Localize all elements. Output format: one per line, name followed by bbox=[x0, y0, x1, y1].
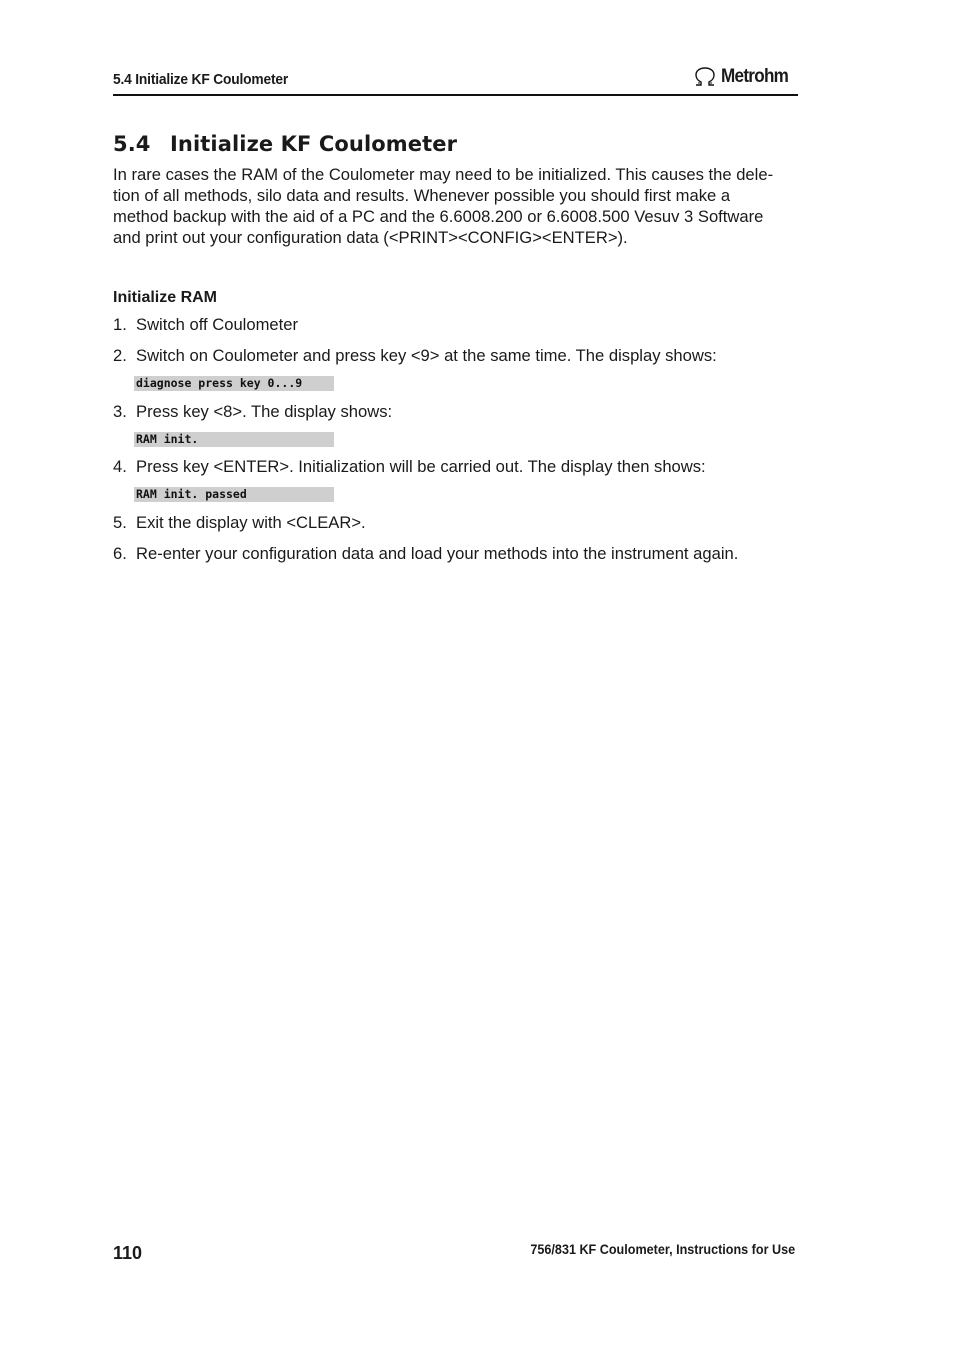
step-number: 4. bbox=[113, 457, 127, 476]
display-readout: RAM init. bbox=[134, 432, 334, 447]
procedure-title: Initialize RAM bbox=[113, 289, 218, 306]
step-3 bbox=[113, 401, 392, 422]
page-header bbox=[113, 66, 798, 96]
intro-line: tion of all methods, silo data and results. Whenever possible you should first make a bbox=[113, 186, 731, 205]
step-4 bbox=[113, 456, 706, 477]
step-text: Switch off Coulometer bbox=[136, 315, 299, 334]
step-number: 6. bbox=[113, 544, 127, 563]
brand-name: Metrohm bbox=[721, 66, 789, 87]
step-number: 2. bbox=[113, 346, 127, 365]
display-readout: RAM init. passed bbox=[134, 487, 334, 502]
step-number: 5. bbox=[113, 513, 127, 532]
section-title-text: Initialize KF Coulometer bbox=[170, 132, 458, 156]
step-5 bbox=[113, 512, 366, 533]
running-header-section: 5.4 Initialize KF Coulometer bbox=[113, 71, 289, 88]
metrohm-omega-logo-icon bbox=[693, 66, 717, 88]
step-6 bbox=[113, 543, 738, 564]
section-number: 5.4 bbox=[113, 132, 151, 156]
intro-line: method backup with the aid of a PC and the 6.6008.200 or 6.6008.500 Vesuv 3 Software bbox=[113, 207, 764, 226]
step-text: Press key <ENTER>. Initialization will be carried out. The display then shows: bbox=[136, 457, 706, 476]
page-number: 110 bbox=[113, 1243, 143, 1263]
brand bbox=[693, 66, 796, 88]
section-title bbox=[113, 132, 457, 156]
step-text: Re-enter your configuration data and load your methods into the instrument again. bbox=[136, 544, 739, 563]
step-number: 1. bbox=[113, 315, 127, 334]
intro-line: and print out your configuration data (<PRINT><CONFIG><ENTER>). bbox=[113, 228, 628, 247]
step-1 bbox=[113, 314, 298, 335]
document-title: 756/831 KF Coulometer, Instructions for Use bbox=[530, 1241, 795, 1257]
step-text: Press key <8>. The display shows: bbox=[136, 402, 393, 421]
step-number: 3. bbox=[113, 402, 127, 421]
step-text: Switch on Coulometer and press key <9> at the same time. The display shows: bbox=[136, 346, 717, 365]
display-readout: diagnose press key 0...9 bbox=[134, 376, 334, 391]
step-text: Exit the display with <CLEAR>. bbox=[136, 513, 366, 532]
step-2 bbox=[113, 345, 717, 366]
intro-paragraph bbox=[113, 164, 803, 248]
intro-line: In rare cases the RAM of the Coulometer may need to be initialized. This causes the dele- bbox=[113, 165, 774, 184]
